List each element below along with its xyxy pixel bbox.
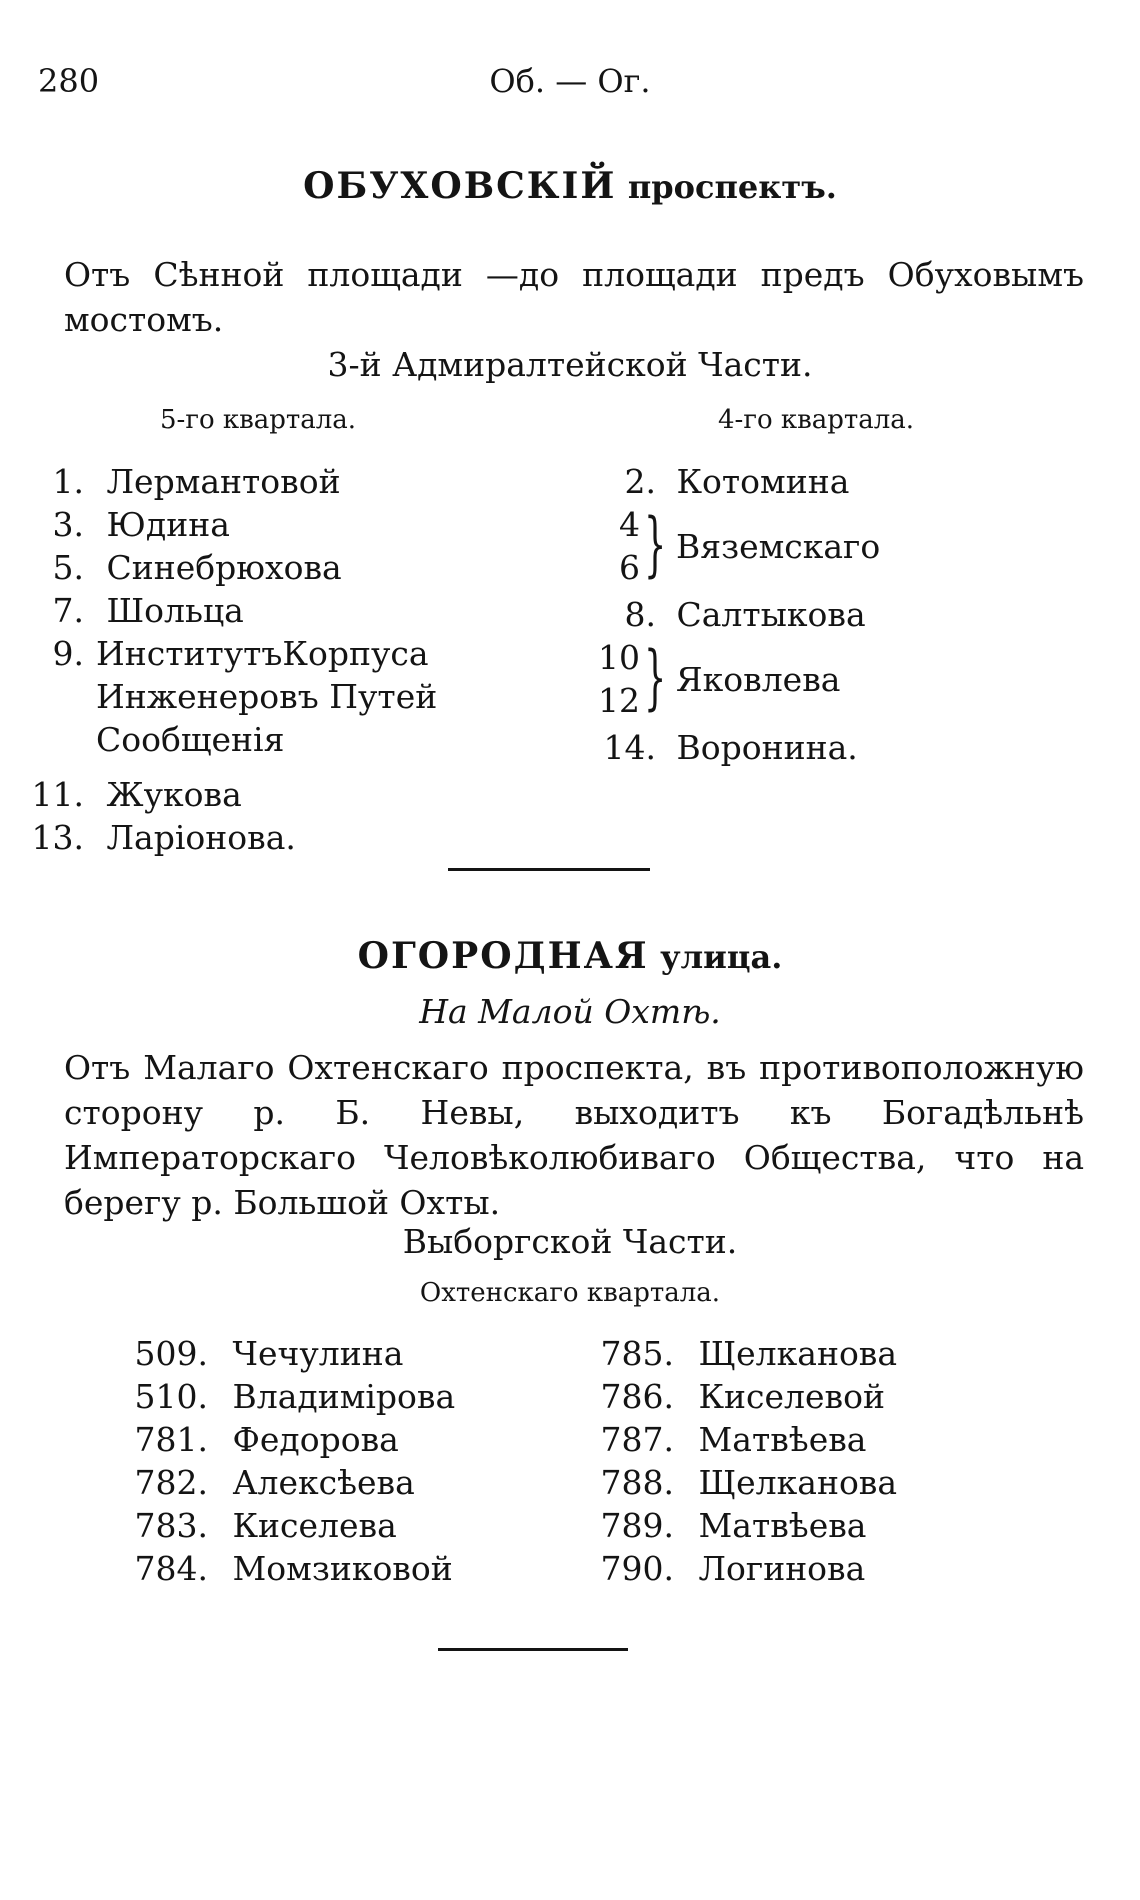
list-item: 510. Владимірова [134,1377,456,1416]
section2-title [0,935,1140,977]
list-item: 789. Матвѣева [600,1506,867,1545]
list-item: 787. Матвѣева [600,1420,867,1459]
brace-icon: } [644,636,667,718]
section1-left-quarter: 5-го квартала. [160,405,357,435]
section1-title-rest: проспектъ. [627,168,837,206]
running-title: Об. — Ог. [489,62,651,100]
list-item: 782. Алексѣева [134,1463,415,1502]
list-item: 2. Котомина [624,462,850,501]
list-item: 784. Момзиковой [134,1549,453,1588]
list-item: 8. Салтыкова [624,595,866,634]
section1-right-quarter: 4-го квартала. [718,405,915,435]
page-number: 280 [38,62,100,100]
list-item: 5. Синебрюхова [52,548,342,587]
list-item: 4 6 } Вяземскаго [619,503,881,587]
list-item: 14. Воронина. [603,728,858,767]
section2-title-bold: ОГОРОДНАЯ [357,935,649,977]
list-item: 785. Щелканова [600,1334,898,1373]
section2-description: Отъ Малаго Охтенскаго проспекта, въ противоположную сторону р. Б. Невы, выходитъ къ Богадѣльнѣ Императорскаго Человѣколюбиваго Общества, что на берегу р. Большой Охты. [64,1048,1084,1222]
section2-location: На Малой Охтѣ. [419,992,721,1031]
section1-title-bold: ОБУХОВСКІЙ [303,165,617,207]
section-divider [448,868,650,871]
list-item: 13. Ларіонова. [31,818,296,857]
list-item: 10 12 } Яковлева [598,636,841,720]
list-item: 9. ИнститутъКорпуса Инженеровъ Путей Сообщенія [52,634,438,759]
list-item: 509. Чечулина [134,1334,404,1373]
section2-quarter: Охтенскаго квартала. [419,1278,721,1308]
list-item: 7. Шольца [52,591,244,630]
section1-part: 3-й Адмиралтейской Части. [327,345,813,384]
list-item: 781. Федорова [134,1420,399,1459]
section2-part: Выборгской Части. [402,1222,738,1261]
list-item: 788. Щелканова [600,1463,898,1502]
section1-title [0,165,1140,207]
list-item: 1. Лермантовой [52,462,341,501]
section-divider [438,1648,628,1651]
section1-description: Отъ Сѣнной площади —до площади предъ Обуховымъ мостомъ. [64,255,1084,339]
list-item: 786. Киселевой [600,1377,885,1416]
list-item: 3. Юдина [52,505,230,544]
brace-icon: } [644,503,667,585]
list-item: 783. Киселева [134,1506,397,1545]
list-item: 11. Жукова [31,775,242,814]
section2-title-rest: улица. [660,938,783,976]
list-item: 790. Логинова [600,1549,866,1588]
